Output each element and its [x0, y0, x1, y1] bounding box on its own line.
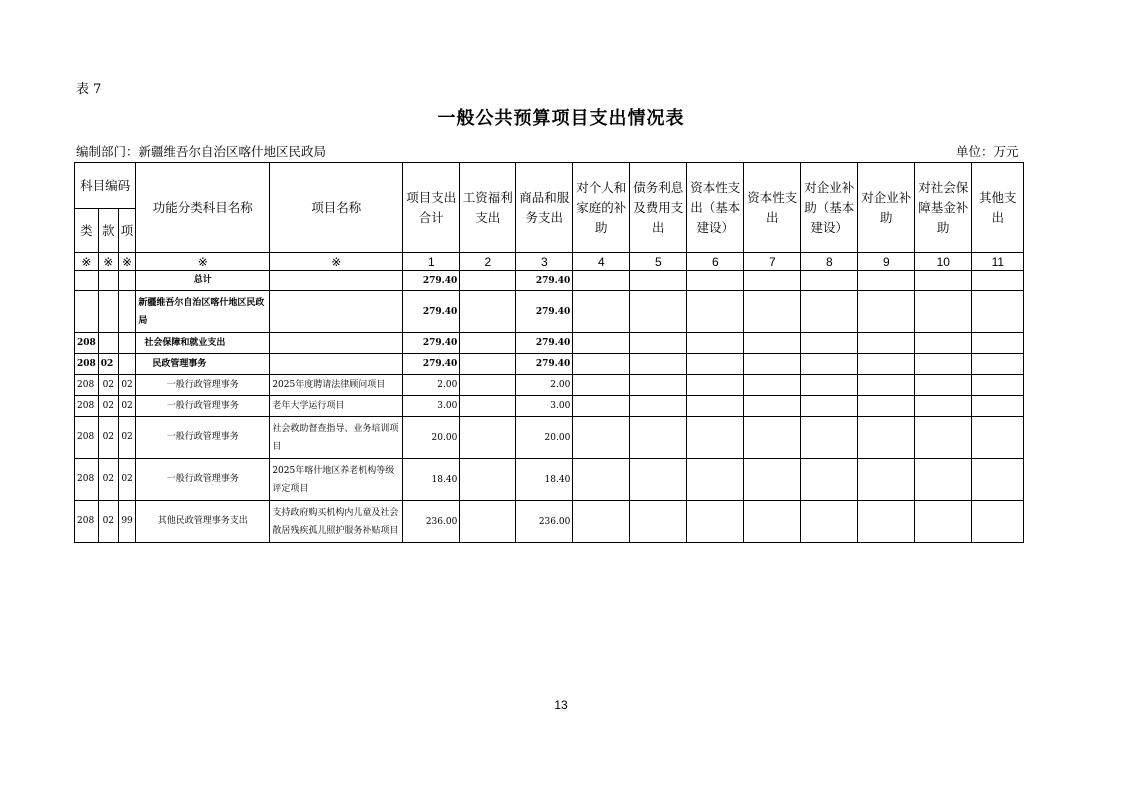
cell-empty: [573, 271, 630, 291]
cell-empty: [801, 459, 858, 501]
cell-empty: [630, 417, 687, 459]
cell-kuan: 02: [98, 375, 118, 396]
cell-empty: [915, 333, 972, 354]
cell-func: 新疆维吾尔自治区喀什地区民政局: [136, 291, 270, 333]
header-col-10: 对社会保障基金补助: [915, 163, 972, 253]
cell-empty: [744, 459, 801, 501]
cell-xiang: [118, 333, 136, 354]
cell-func: 其他民政管理事务支出: [136, 501, 270, 543]
header-proj-name: 项目名称: [270, 163, 403, 253]
unit-label: 单位：万元: [956, 144, 1019, 159]
cell-empty: [744, 291, 801, 333]
index-mark-kuan: ※: [98, 253, 118, 271]
cell-goods: 2.00: [516, 375, 573, 396]
cell-empty: [573, 375, 630, 396]
cell-empty: [858, 271, 915, 291]
header-col-2: 工资福利支出: [460, 163, 516, 253]
cell-empty: [744, 354, 801, 375]
cell-empty: [687, 354, 744, 375]
cell-total: 279.40: [403, 291, 460, 333]
cell-empty: [915, 375, 972, 396]
cell-empty: [744, 375, 801, 396]
cell-goods: 279.40: [516, 271, 573, 291]
cell-goods: 236.00: [516, 501, 573, 543]
cell-kuan: 02: [98, 417, 118, 459]
cell-empty: [915, 396, 972, 417]
cell-empty: [858, 396, 915, 417]
cell-lei: 208: [75, 354, 99, 375]
cell-empty: [972, 459, 1024, 501]
header-col-4: 对个人和家庭的补助: [573, 163, 630, 253]
cell-goods: 3.00: [516, 396, 573, 417]
cell-func: 一般行政管理事务: [136, 417, 270, 459]
cell-empty: [972, 501, 1024, 543]
cell-empty: [630, 333, 687, 354]
cell-empty: [573, 333, 630, 354]
cell-empty: [801, 396, 858, 417]
cell-empty: [460, 291, 516, 333]
cell-proj: 支持政府购买机构内儿童及社会散居残疾孤儿照护服务补贴项目: [270, 501, 403, 543]
header-col-8: 对企业补助（基本建设）: [801, 163, 858, 253]
table-row: [75, 459, 1024, 501]
cell-empty: [573, 396, 630, 417]
cell-func: 一般行政管理事务: [136, 459, 270, 501]
cell-empty: [630, 501, 687, 543]
cell-lei: 208: [75, 333, 99, 354]
cell-proj: [270, 354, 403, 375]
cell-proj: 社会救助督查指导、业务培训项目: [270, 417, 403, 459]
department-label: 编制部门：新疆维吾尔自治区喀什地区民政局: [76, 144, 327, 159]
cell-func: 民政管理事务: [136, 354, 270, 375]
cell-empty: [801, 333, 858, 354]
cell-lei: 208: [75, 459, 99, 501]
cell-lei: 208: [75, 375, 99, 396]
cell-kuan: [98, 333, 118, 354]
cell-goods: 18.40: [516, 459, 573, 501]
header-kuan: 款: [98, 209, 118, 253]
cell-proj: [270, 271, 403, 291]
cell-empty: [972, 271, 1024, 291]
cell-empty: [744, 271, 801, 291]
cell-lei: [75, 271, 99, 291]
table-row: [75, 375, 1024, 396]
cell-empty: [687, 501, 744, 543]
cell-empty: [972, 417, 1024, 459]
cell-kuan: 02: [98, 354, 118, 375]
cell-empty: [801, 271, 858, 291]
cell-empty: [630, 396, 687, 417]
cell-empty: [744, 501, 801, 543]
cell-xiang: 02: [118, 396, 136, 417]
cell-empty: [573, 291, 630, 333]
cell-empty: [687, 375, 744, 396]
header-code-group: 科目编码: [75, 163, 136, 209]
cell-empty: [687, 333, 744, 354]
cell-empty: [460, 271, 516, 291]
cell-empty: [801, 417, 858, 459]
table-row: [75, 396, 1024, 417]
cell-xiang: 02: [118, 459, 136, 501]
table-row: [75, 354, 1024, 375]
index-num-8: 8: [801, 253, 858, 271]
index-mark-lei: ※: [75, 253, 99, 271]
cell-proj: 2025年喀什地区养老机构等级评定项目: [270, 459, 403, 501]
header-col-11: 其他支出: [972, 163, 1024, 253]
index-num-10: 10: [915, 253, 972, 271]
header-col-9: 对企业补助: [858, 163, 915, 253]
index-mark-proj: ※: [270, 253, 403, 271]
cell-empty: [972, 291, 1024, 333]
cell-empty: [460, 375, 516, 396]
cell-empty: [573, 417, 630, 459]
cell-xiang: [118, 291, 136, 333]
page-title: 一般公共预算项目支出情况表: [437, 108, 685, 129]
cell-empty: [915, 501, 972, 543]
table-row: [75, 291, 1024, 333]
header-col-7: 资本性支出: [744, 163, 801, 253]
cell-total: 279.40: [403, 354, 460, 375]
cell-empty: [744, 333, 801, 354]
cell-empty: [858, 417, 915, 459]
cell-empty: [687, 417, 744, 459]
cell-func: 总计: [136, 271, 270, 291]
cell-proj: 2025年度聘请法律顾问项目: [270, 375, 403, 396]
cell-empty: [460, 333, 516, 354]
cell-empty: [858, 459, 915, 501]
cell-xiang: 02: [118, 417, 136, 459]
header-xiang: 项: [118, 209, 136, 253]
cell-empty: [915, 291, 972, 333]
cell-xiang: [118, 271, 136, 291]
index-num-6: 6: [687, 253, 744, 271]
cell-empty: [858, 354, 915, 375]
index-num-4: 4: [573, 253, 630, 271]
budget-table: [74, 162, 1024, 543]
cell-func: 社会保障和就业支出: [136, 333, 270, 354]
cell-empty: [801, 291, 858, 333]
table-row: [75, 271, 1024, 291]
table-number: 表 7: [76, 82, 102, 97]
cell-empty: [744, 396, 801, 417]
cell-empty: [972, 375, 1024, 396]
cell-empty: [630, 271, 687, 291]
header-func-name: 功能分类科目名称: [136, 163, 270, 253]
cell-total: 3.00: [403, 396, 460, 417]
cell-func: 一般行政管理事务: [136, 396, 270, 417]
cell-goods: 279.40: [516, 291, 573, 333]
cell-empty: [972, 354, 1024, 375]
cell-lei: 208: [75, 396, 99, 417]
cell-empty: [460, 459, 516, 501]
index-num-2: 2: [460, 253, 516, 271]
cell-xiang: 02: [118, 375, 136, 396]
cell-total: 18.40: [403, 459, 460, 501]
table-row: [75, 501, 1024, 543]
index-num-3: 3: [516, 253, 573, 271]
cell-empty: [630, 375, 687, 396]
cell-kuan: 02: [98, 501, 118, 543]
cell-kuan: 02: [98, 459, 118, 501]
cell-proj: 老年大学运行项目: [270, 396, 403, 417]
cell-empty: [573, 354, 630, 375]
cell-empty: [687, 291, 744, 333]
cell-empty: [630, 459, 687, 501]
header-col-6: 资本性支出（基本建设）: [687, 163, 744, 253]
cell-kuan: 02: [98, 396, 118, 417]
cell-goods: 279.40: [516, 333, 573, 354]
index-num-5: 5: [630, 253, 687, 271]
cell-empty: [460, 417, 516, 459]
cell-empty: [630, 291, 687, 333]
cell-kuan: [98, 291, 118, 333]
cell-empty: [972, 396, 1024, 417]
cell-kuan: [98, 271, 118, 291]
cell-func: 一般行政管理事务: [136, 375, 270, 396]
cell-empty: [915, 459, 972, 501]
cell-xiang: [118, 354, 136, 375]
cell-lei: [75, 291, 99, 333]
index-num-9: 9: [858, 253, 915, 271]
table-row: [75, 417, 1024, 459]
cell-empty: [801, 375, 858, 396]
cell-empty: [801, 501, 858, 543]
table-row: [75, 333, 1024, 354]
index-num-1: 1: [403, 253, 460, 271]
cell-empty: [630, 354, 687, 375]
header-col-1: 项目支出合计: [403, 163, 460, 253]
cell-proj: [270, 291, 403, 333]
cell-empty: [801, 354, 858, 375]
cell-total: 2.00: [403, 375, 460, 396]
cell-lei: 208: [75, 417, 99, 459]
header-col-3: 商品和服务支出: [516, 163, 573, 253]
cell-empty: [915, 354, 972, 375]
index-num-7: 7: [744, 253, 801, 271]
cell-total: 20.00: [403, 417, 460, 459]
cell-empty: [573, 459, 630, 501]
cell-total: 279.40: [403, 271, 460, 291]
index-num-11: 11: [972, 253, 1024, 271]
cell-empty: [460, 354, 516, 375]
index-mark-func: ※: [136, 253, 270, 271]
cell-empty: [858, 501, 915, 543]
cell-empty: [858, 333, 915, 354]
cell-goods: 20.00: [516, 417, 573, 459]
cell-empty: [972, 333, 1024, 354]
cell-empty: [573, 501, 630, 543]
cell-empty: [858, 375, 915, 396]
cell-empty: [687, 271, 744, 291]
page-number: 13: [554, 698, 568, 712]
cell-goods: 279.40: [516, 354, 573, 375]
cell-xiang: 99: [118, 501, 136, 543]
cell-lei: 208: [75, 501, 99, 543]
cell-empty: [858, 291, 915, 333]
cell-empty: [915, 271, 972, 291]
cell-total: 279.40: [403, 333, 460, 354]
cell-empty: [744, 417, 801, 459]
header-lei: 类: [75, 209, 99, 253]
index-mark-xiang: ※: [118, 253, 136, 271]
cell-total: 236.00: [403, 501, 460, 543]
cell-empty: [460, 396, 516, 417]
header-col-5: 债务利息及费用支出: [630, 163, 687, 253]
cell-empty: [687, 459, 744, 501]
cell-empty: [915, 417, 972, 459]
cell-proj: [270, 333, 403, 354]
cell-empty: [460, 501, 516, 543]
cell-empty: [687, 396, 744, 417]
